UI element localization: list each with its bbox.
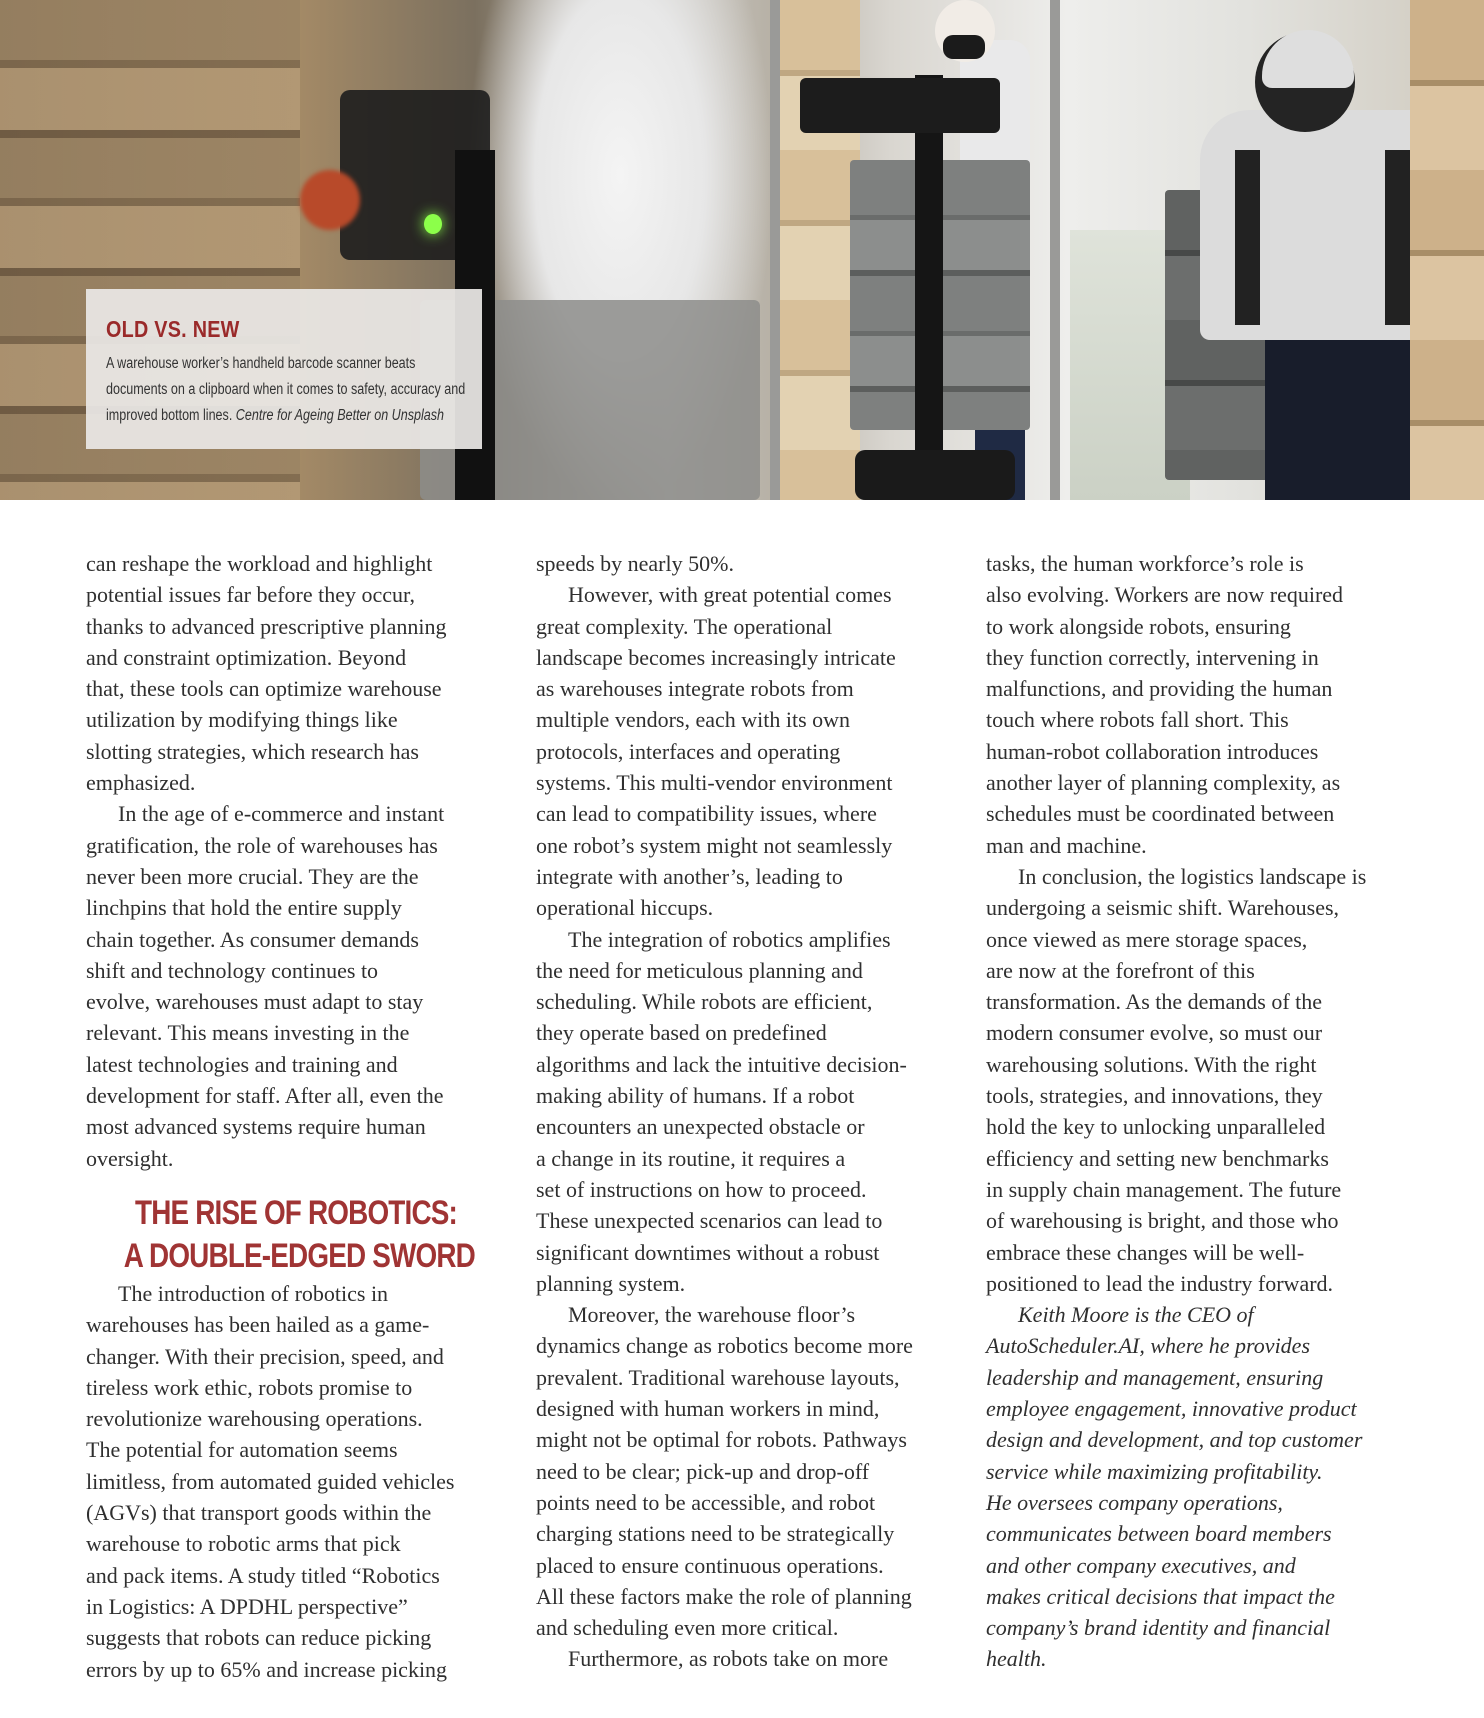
cardboard-shelves-middle	[770, 0, 860, 500]
text-line: malfunctions, and providing the human	[986, 676, 1333, 702]
text-line: oversight.	[86, 1145, 174, 1171]
text-line: embrace these changes will be well-	[986, 1239, 1305, 1265]
text-line: efficiency and setting new benchmarks	[986, 1145, 1329, 1171]
subhead-line: THE RISE OF ROBOTICS:	[134, 1193, 458, 1232]
text-line: warehousing solutions. With the right	[986, 1051, 1317, 1077]
text-line: that, these tools can optimize warehouse	[86, 676, 442, 702]
text-line: placed to ensure continuous operations.	[536, 1552, 884, 1578]
text-line: warehouses has been hailed as a game-	[86, 1312, 430, 1338]
text-line: they operate based on predefined	[536, 1020, 827, 1046]
robot-pole	[915, 75, 943, 500]
text-line: also evolving. Workers are now required	[986, 582, 1344, 608]
text-line: These unexpected scenarios can lead to	[536, 1208, 883, 1234]
text-line: designed with human workers in mind,	[536, 1396, 880, 1422]
caption-line: A warehouse worker’s handheld barcode scanner beats	[106, 355, 416, 372]
text-line: tireless work ethic, robots promise to	[86, 1374, 413, 1400]
text-line: positioned to lead the industry forward.	[986, 1270, 1334, 1296]
text-line: health.	[986, 1646, 1047, 1672]
text-line: gratification, the role of warehouses has	[86, 832, 438, 858]
worker-cap	[1262, 30, 1354, 88]
robot-orange-part	[300, 170, 360, 230]
text-line: revolutionize warehousing operations.	[86, 1406, 423, 1432]
text-line: operational hiccups.	[536, 895, 714, 921]
text-line: modern consumer evolve, so must our	[986, 1020, 1323, 1046]
text-line: relevant. This means investing in the	[86, 1020, 410, 1046]
text-line: changer. With their precision, speed, and	[86, 1343, 444, 1369]
worker-mask	[943, 35, 985, 59]
text-line: set of instructions on how to proceed.	[536, 1176, 867, 1202]
text-line: and scheduling even more critical.	[536, 1615, 839, 1641]
paragraph-block	[86, 548, 506, 1174]
text-line: utilization by modifying things like	[86, 707, 398, 733]
text-line: in supply chain management. The future	[986, 1176, 1342, 1202]
text-line: to work alongside robots, ensuring	[986, 613, 1291, 639]
text-line: evolve, warehouses must adapt to stay	[86, 989, 424, 1015]
text-line: thanks to advanced prescriptive planning	[86, 613, 447, 639]
text-line: AutoScheduler.AI, where he provides	[986, 1333, 1311, 1359]
text-line: transformation. As the demands of the	[986, 989, 1323, 1015]
text-line: can lead to compatibility issues, where	[536, 801, 877, 827]
cardboard-shelves-right	[1410, 0, 1484, 500]
text-line: development for staff. After all, even the	[86, 1083, 444, 1109]
text-line: might not be optimal for robots. Pathways	[536, 1427, 907, 1453]
text-line: However, with great potential comes	[568, 582, 892, 608]
text-line: Keith Moore is the CEO of	[1018, 1302, 1254, 1328]
text-line: landscape becomes increasingly intricate	[536, 644, 896, 670]
text-line: and other company executives, and	[986, 1552, 1296, 1578]
text-line: they function correctly, intervening in	[986, 644, 1319, 670]
text-line: The integration of robotics amplifies	[568, 926, 891, 952]
caption-line	[106, 403, 446, 429]
text-line: Moreover, the warehouse floor’s	[568, 1302, 856, 1328]
text-line: undergoing a seismic shift. Warehouses,	[986, 895, 1340, 921]
text-line: need to be clear; pick-up and drop-off	[536, 1458, 870, 1484]
text-line: and constraint optimization. Beyond	[86, 644, 407, 670]
paragraph-block	[536, 548, 956, 1675]
text-line: potential issues far before they occur,	[86, 582, 415, 608]
text-line: points need to be accessible, and robot	[536, 1489, 876, 1515]
text-line: The potential for automation seems	[86, 1437, 398, 1463]
text-line: In conclusion, the logistics landscape is	[1018, 863, 1367, 889]
text-line: The introduction of robotics in	[118, 1280, 389, 1306]
text-line: design and development, and top customer	[986, 1427, 1363, 1453]
text-line: integrate with another’s, leading to	[536, 863, 843, 889]
text-line: All these factors make the role of planning	[536, 1583, 912, 1609]
text-line: chain together. As consumer demands	[86, 926, 419, 952]
text-line: never been more crucial. They are the	[86, 863, 419, 889]
text-line: emphasized.	[86, 770, 196, 796]
jacket-stripe	[1235, 150, 1260, 325]
text-line: can reshape the workload and highlight	[86, 551, 433, 576]
text-line: are now at the forefront of this	[986, 957, 1255, 983]
text-line: making ability of humans. If a robot	[536, 1083, 855, 1109]
text-line: encounters an unexpected obstacle or	[536, 1114, 865, 1140]
article-column-3	[986, 548, 1406, 1675]
text-line: employee engagement, innovative product	[986, 1396, 1357, 1422]
caption-line-text: improved bottom lines.	[106, 407, 233, 424]
shelf-post	[770, 0, 780, 500]
text-line: in Logistics: A DPDHL perspective”	[86, 1593, 408, 1619]
text-line: shift and technology continues to	[86, 957, 379, 983]
text-line: linchpins that hold the entire supply	[86, 895, 402, 921]
text-line: schedules must be coordinated between	[986, 801, 1335, 827]
shelf-post	[1050, 0, 1060, 500]
text-line: man and machine.	[986, 832, 1147, 858]
text-line: service while maximizing profitability.	[986, 1458, 1323, 1484]
text-line: multiple vendors, each with its own	[536, 707, 851, 733]
text-line: errors by up to 65% and increase picking	[86, 1656, 448, 1682]
text-line: latest technologies and training and	[86, 1051, 398, 1077]
text-line: systems. This multi-vendor environment	[536, 770, 893, 796]
text-line: scheduling. While robots are efficient,	[536, 989, 873, 1015]
text-line: and pack items. A study titled “Robotics	[86, 1562, 440, 1588]
text-line: the need for meticulous planning and	[536, 957, 863, 983]
caption-text	[106, 351, 466, 429]
text-line: tools, strategies, and innovations, they	[986, 1083, 1323, 1109]
text-line: most advanced systems require human	[86, 1114, 426, 1140]
caption-line: documents on a clipboard when it comes to safety, accuracy and	[106, 381, 466, 398]
text-line: dynamics change as robotics become more	[536, 1333, 913, 1359]
photo-credit: Centre for Ageing Better on Unsplash	[235, 407, 445, 424]
text-line: as warehouses integrate robots from	[536, 676, 854, 702]
text-line: slotting strategies, which research has	[86, 738, 419, 764]
text-line: In the age of e-commerce and instant	[118, 801, 445, 827]
text-line: Furthermore, as robots take on more	[568, 1646, 889, 1672]
paragraph-block	[986, 548, 1406, 1675]
text-line: significant downtimes without a robust	[536, 1239, 880, 1265]
text-line: once viewed as mere storage spaces,	[986, 926, 1308, 952]
text-line: warehouse to robotic arms that pick	[86, 1531, 401, 1557]
text-line: one robot’s system might not seamlessly	[536, 832, 893, 858]
text-line: protocols, interfaces and operating	[536, 738, 841, 764]
text-line: a change in its routine, it requires a	[536, 1145, 846, 1171]
text-line: tasks, the human workforce’s role is	[986, 551, 1304, 576]
text-line: charging stations need to be strategically	[536, 1521, 895, 1547]
text-line: touch where robots fall short. This	[986, 707, 1289, 733]
text-line: limitless, from automated guided vehicles	[86, 1468, 455, 1494]
article-column-2	[536, 548, 956, 1675]
article-column-1	[86, 548, 506, 1685]
worker-legs	[1265, 340, 1420, 500]
text-line: speeds by nearly 50%.	[536, 551, 734, 576]
text-line: planning system.	[536, 1270, 686, 1296]
text-line: another layer of planning complexity, as	[986, 770, 1341, 796]
text-line: algorithms and lack the intuitive decision-	[536, 1051, 907, 1077]
section-subhead	[86, 1192, 506, 1278]
subhead-line: A DOUBLE-EDGED SWORD	[123, 1236, 476, 1275]
green-led	[424, 214, 442, 234]
text-line: company’s brand identity and financial	[986, 1615, 1331, 1641]
paragraph-block	[86, 1278, 506, 1685]
caption-title: OLD VS. NEW	[106, 316, 240, 342]
robot-base	[855, 450, 1015, 500]
text-line: He oversees company operations,	[986, 1489, 1283, 1515]
text-line: makes critical decisions that impact the	[986, 1583, 1335, 1609]
text-line: human-robot collaboration introduces	[986, 738, 1319, 764]
text-line: (AGVs) that transport goods within the	[86, 1500, 432, 1526]
text-line: leadership and management, ensuring	[986, 1364, 1324, 1390]
text-line: hold the key to unlocking unparalleled	[986, 1114, 1326, 1140]
jacket-stripe	[1385, 150, 1410, 325]
text-line: communicates between board members	[986, 1521, 1332, 1547]
photo-caption	[86, 289, 482, 449]
text-line: of warehousing is bright, and those who	[986, 1208, 1339, 1234]
robot-screen	[800, 78, 1000, 133]
text-line: suggests that robots can reduce picking	[86, 1625, 432, 1651]
text-line: great complexity. The operational	[536, 613, 833, 639]
warehouse-photo	[0, 0, 1484, 500]
text-line: prevalent. Traditional warehouse layouts,	[536, 1364, 900, 1390]
